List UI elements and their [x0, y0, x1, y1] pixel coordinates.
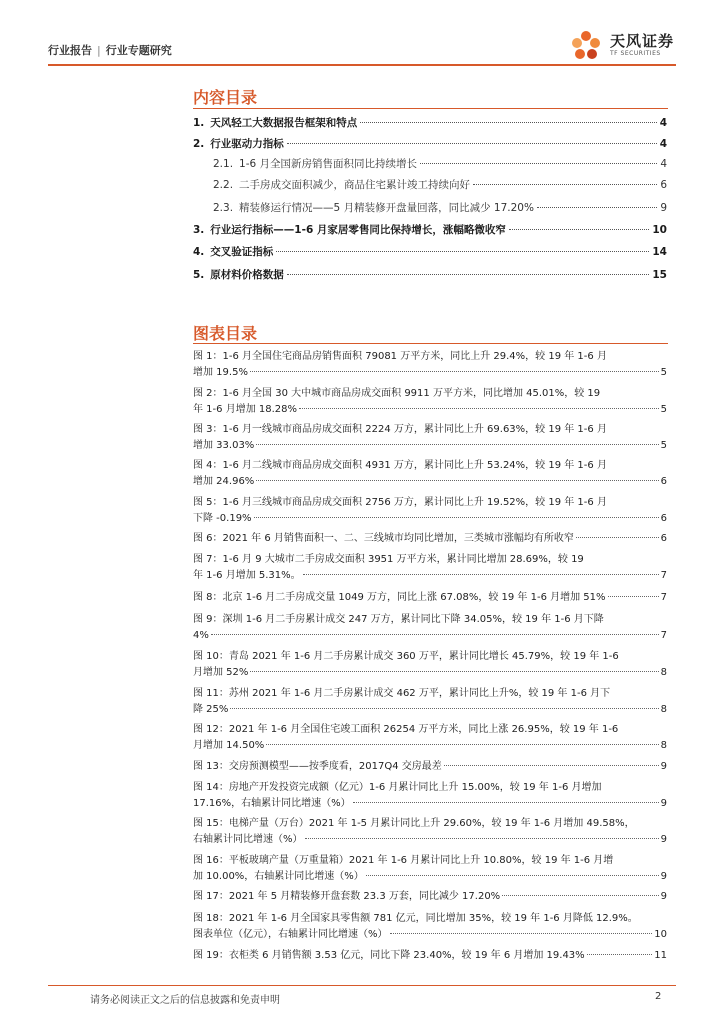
figure-entry-title-continued: 年 1-6 月增加 18.28% [193, 403, 297, 415]
figure-entry-label: 图 14： [193, 782, 229, 793]
figure-entry-label: 图 4： [193, 460, 223, 471]
toc-entry-number: 1. [193, 117, 205, 129]
figure-entry-title: 1-6 月二线城市商品房成交面积 4931 万方，累计同比上升 53.24%，较 19 年 1-6 月 [222, 460, 607, 471]
figure-entry-label: 图 6： [193, 533, 223, 544]
figure-entry[interactable] [193, 349, 667, 380]
figure-entry-title: 电梯产量（万台）2021 年 1-5 月累计同比上升 29.60%，较 19 年 1-6 月增加 49.58%， [228, 818, 635, 829]
figure-dot-leader [587, 954, 653, 955]
page-number: 2 [655, 991, 662, 1002]
toc-entry[interactable] [213, 157, 667, 171]
figure-entry-title-continued: 加 10.00%，右轴累计同比增速（%） [193, 870, 364, 882]
figure-entry-page: 9 [660, 870, 667, 882]
figure-entry-title: 1-6 月全国住宅商品房销售面积 79081 万平方米，同比上升 29.4%，较 19 年 1-6 月 [222, 351, 607, 362]
figure-entry-title: 1-6 月全国 30 大中城市商品房成交面积 9911 万平方米，同比增加 45.01%，较 19 [222, 388, 601, 399]
logo-name: 天风证券 [610, 32, 675, 50]
figure-dot-leader [230, 708, 658, 709]
figure-dot-leader [211, 634, 659, 635]
figure-entry-title: 1-6 月一线城市商品房成交面积 2224 万方，累计同比上升 69.63%，较 19 年 1-6 月 [222, 424, 607, 435]
figure-entry-page: 7 [660, 592, 667, 603]
figure-entry-page: 5 [660, 439, 667, 451]
toc-entry-title: 天风轻工大数据报告框架和特点 [210, 117, 358, 129]
toc-title-rule [193, 108, 668, 109]
toc-entry-number: 5. [193, 269, 205, 281]
figure-entry-page: 6 [660, 475, 667, 487]
figure-entry-title-continued: 图表单位（亿元），右轴累计同比增速（%） [193, 928, 388, 940]
toc-title: 内容目录 [193, 88, 258, 107]
figure-entry-title: 平板玻璃产量（万重量箱）2021 年 1-6 月累计同比上升 10.80%，较 19 年 1-6 月增 [228, 855, 614, 866]
figure-entry[interactable] [193, 759, 667, 775]
footer-divider [48, 985, 676, 986]
figure-entry-title-continued: 月增加 52% [193, 666, 249, 678]
toc-entry[interactable] [193, 137, 667, 151]
figure-dot-leader [390, 933, 653, 934]
figure-dot-leader [254, 517, 659, 518]
figure-entry[interactable] [193, 531, 667, 547]
toc-entry[interactable] [213, 178, 667, 192]
figure-entry-title: 深圳 1-6 月二手房累计成交 247 万方，累计同比下降 34.05%，较 19 年 1-6 月下降 [222, 614, 604, 625]
figure-entry-title: 房地产开发投资完成额（亿元）1-6 月累计同比上升 15.00%，较 19 年 1-6 月增加 [228, 782, 602, 793]
figure-entry-page: 6 [660, 512, 667, 524]
toc-entry-title: 行业驱动力指标 [210, 138, 284, 150]
figure-entry-label: 图 8： [193, 592, 223, 603]
figure-entry[interactable] [193, 458, 667, 489]
figure-entry-label: 图 13： [193, 761, 229, 772]
figure-entry[interactable] [193, 649, 667, 680]
toc-entry-number: 4. [193, 246, 205, 258]
figure-entry-title-continued: 17.16%，右轴累计同比增速（%） [193, 797, 351, 809]
toc-entry-number: 2.3. [213, 202, 234, 214]
figure-entry[interactable] [193, 686, 667, 717]
figure-dot-leader [502, 895, 658, 896]
toc-entry[interactable] [193, 223, 667, 237]
figure-entry-title: 北京 1-6 月二手房成交量 1049 万方，同比上涨 67.08%，较 19 年 1-6 月增加 51% [222, 592, 606, 603]
toc-entry-title: 行业运行指标——1-6 月家居零售同比保持增长，涨幅略微收窄 [210, 224, 506, 236]
logo-subtitle: TF SECURITIES [610, 50, 661, 57]
figure-dot-leader [444, 765, 659, 766]
figure-entry[interactable] [193, 889, 667, 905]
toc-dot-leader [276, 251, 649, 252]
footer-disclaimer: 请务必阅读正文之后的信息披露和免责申明 [90, 995, 280, 1006]
toc-entry-number: 2.1. [213, 158, 234, 170]
figure-entry[interactable] [193, 495, 667, 526]
figure-entry-title-continued: 年 1-6 月增加 5.31%。 [193, 569, 301, 581]
toc-entry[interactable] [193, 268, 667, 282]
figure-entry-page: 9 [660, 761, 667, 772]
figure-entry-label: 图 17： [193, 891, 229, 902]
figure-dot-leader [266, 744, 658, 745]
figure-entry-title-continued: 4% [193, 629, 209, 641]
toc-dot-leader [287, 143, 657, 144]
figure-entry-title: 2021 年 5 月精装修开盘套数 23.3 万套，同比减少 17.20% [228, 891, 501, 902]
figure-entry-page: 7 [660, 569, 667, 581]
toc-entry-page: 6 [660, 179, 667, 191]
figure-dot-leader [250, 371, 659, 372]
toc-entry[interactable] [193, 116, 667, 130]
category-label: 行业报告 [48, 44, 92, 57]
figure-entry-page: 11 [654, 950, 667, 961]
figure-dot-leader [608, 596, 659, 597]
figures-title: 图表目录 [193, 324, 258, 343]
figure-entry-label: 图 16： [193, 855, 229, 866]
toc-entry-page: 9 [660, 202, 667, 214]
figure-entry[interactable] [193, 722, 667, 753]
toc-entry-page: 4 [659, 117, 667, 129]
toc-dot-leader [360, 122, 656, 123]
figure-entry-title-continued: 增加 33.03% [193, 439, 255, 451]
figure-dot-leader [305, 838, 659, 839]
figure-entry-label: 图 7： [193, 554, 223, 565]
figure-entry-title: 衣柜类 6 月销售额 3.53 亿元，同比下降 23.40%，较 19 年 6 月增加 19.43% [228, 950, 585, 961]
figure-entry[interactable] [193, 853, 667, 884]
subcategory-label: 行业专题研究 [105, 44, 172, 57]
figure-entry-page: 8 [660, 703, 667, 715]
toc-dot-leader [420, 163, 657, 164]
figure-entry-page: 9 [660, 833, 667, 845]
figure-entry-page: 9 [660, 797, 667, 809]
figure-entry-title: 1-6 月 9 大城市二手房成交面积 3951 万平方米，累计同比增加 28.69%，较 19 [222, 554, 584, 565]
figure-entry[interactable] [193, 816, 667, 847]
figure-dot-leader [366, 875, 659, 876]
figure-dot-leader [256, 480, 658, 481]
toc-entry-title: 交叉验证指标 [210, 246, 274, 258]
figure-entry-title: 2021 年 1-6 月全国家具零售额 781 亿元，同比增加 35%，较 19 年 1-6 月降低 12.9%。 [228, 913, 638, 924]
figure-entry[interactable] [193, 422, 667, 453]
figure-entry-page: 8 [660, 739, 667, 751]
figure-entry-label: 图 12： [193, 724, 229, 735]
figure-entry-page: 10 [654, 928, 667, 940]
toc-entry-title: 二手房成交面积减少，商品住宅累计竣工持续向好 [239, 179, 471, 191]
figure-entry-label: 图 19： [193, 950, 229, 961]
toc-dot-leader [509, 229, 649, 230]
figure-entry-page: 7 [660, 629, 667, 641]
toc-entry-page: 4 [660, 158, 667, 170]
toc-dot-leader [473, 184, 657, 185]
figure-entry-title: 青岛 2021 年 1-6 月二手房累计成交 360 万平，累计同比增长 45.79%，较 19 年 1-6 [228, 651, 619, 662]
figure-entry-page: 5 [660, 403, 667, 415]
toc-entry-number: 2.2. [213, 179, 234, 191]
toc-entry-number: 2. [193, 138, 205, 150]
figure-dot-leader [250, 671, 658, 672]
figure-entry-label: 图 5： [193, 497, 223, 508]
figure-entry-label: 图 15： [193, 818, 229, 829]
figure-entry-title: 2021 年 6 月销售面积一、二、三线城市均同比增加，三类城市涨幅均有所收窄 [222, 533, 574, 544]
figure-entry-title-continued: 降 25% [193, 703, 229, 715]
figure-entry-label: 图 1： [193, 351, 223, 362]
figures-title-rule [193, 343, 668, 344]
figure-entry[interactable] [193, 552, 667, 583]
toc-entry-title: 1-6 月全国新房销售面积同比持续增长 [239, 158, 418, 170]
toc-entry-title: 精装修运行情况——5 月精装修开盘量回落，同比减少 17.20% [239, 202, 534, 214]
toc-entry-page: 4 [659, 138, 667, 150]
figure-entry-title: 1-6 月三线城市商品房成交面积 2756 万方，累计同比上升 19.52%，较 19 年 1-6 月 [222, 497, 607, 508]
figure-entry-title-continued: 增加 24.96% [193, 475, 255, 487]
figure-entry[interactable] [193, 590, 667, 606]
figure-entry-title: 2021 年 1-6 月全国住宅竣工面积 26254 万平方米，同比上涨 26.95%，较 19 年 1-6 [228, 724, 619, 735]
figure-entry-label: 图 10： [193, 651, 229, 662]
figure-dot-leader [353, 802, 659, 803]
toc-entry[interactable] [213, 201, 667, 215]
figure-entry[interactable] [193, 612, 667, 643]
figure-entry-label: 图 18： [193, 913, 229, 924]
category-separator: | [97, 44, 101, 57]
figure-entry-label: 图 3： [193, 424, 223, 435]
figure-entry[interactable] [193, 911, 667, 942]
figure-entry-title: 交房预测模型——按季度看，2017Q4 交房最差 [228, 761, 442, 772]
figure-entry[interactable] [193, 386, 667, 417]
figure-entry[interactable] [193, 948, 667, 964]
figure-entry-page: 5 [660, 366, 667, 378]
figure-dot-leader [303, 574, 659, 575]
figure-entry-title: 苏州 2021 年 1-6 月二手房累计成交 462 万平，累计同比上升%，较 19 年 1-6 月下 [228, 688, 611, 699]
figure-dot-leader [256, 444, 658, 445]
figure-entry[interactable] [193, 780, 667, 811]
toc-entry-number: 3. [193, 224, 205, 236]
toc-entry-page: 14 [652, 246, 667, 258]
figure-entry-page: 6 [660, 533, 667, 544]
figure-entry-title-continued: 下降 -0.19% [193, 512, 252, 524]
figure-dot-leader [576, 537, 659, 538]
figure-entry-title-continued: 右轴累计同比增速（%） [193, 833, 303, 845]
figure-dot-leader [299, 408, 659, 409]
figure-entry-title-continued: 月增加 14.50% [193, 739, 265, 751]
figure-entry-page: 8 [660, 666, 667, 678]
figure-entry-page: 9 [660, 891, 667, 902]
report-category [48, 42, 172, 58]
figure-entry-title-continued: 增加 19.5% [193, 366, 248, 378]
figure-entry-label: 图 2： [193, 388, 223, 399]
toc-dot-leader [537, 207, 657, 208]
header-divider [48, 64, 676, 66]
figure-entry-label: 图 9： [193, 614, 223, 625]
figure-entry-label: 图 11： [193, 688, 229, 699]
toc-entry-page: 15 [652, 269, 667, 281]
toc-entry-page: 10 [652, 224, 667, 236]
toc-dot-leader [287, 274, 650, 275]
toc-entry-title: 原材料价格数据 [210, 269, 284, 281]
toc-entry[interactable] [193, 245, 667, 259]
